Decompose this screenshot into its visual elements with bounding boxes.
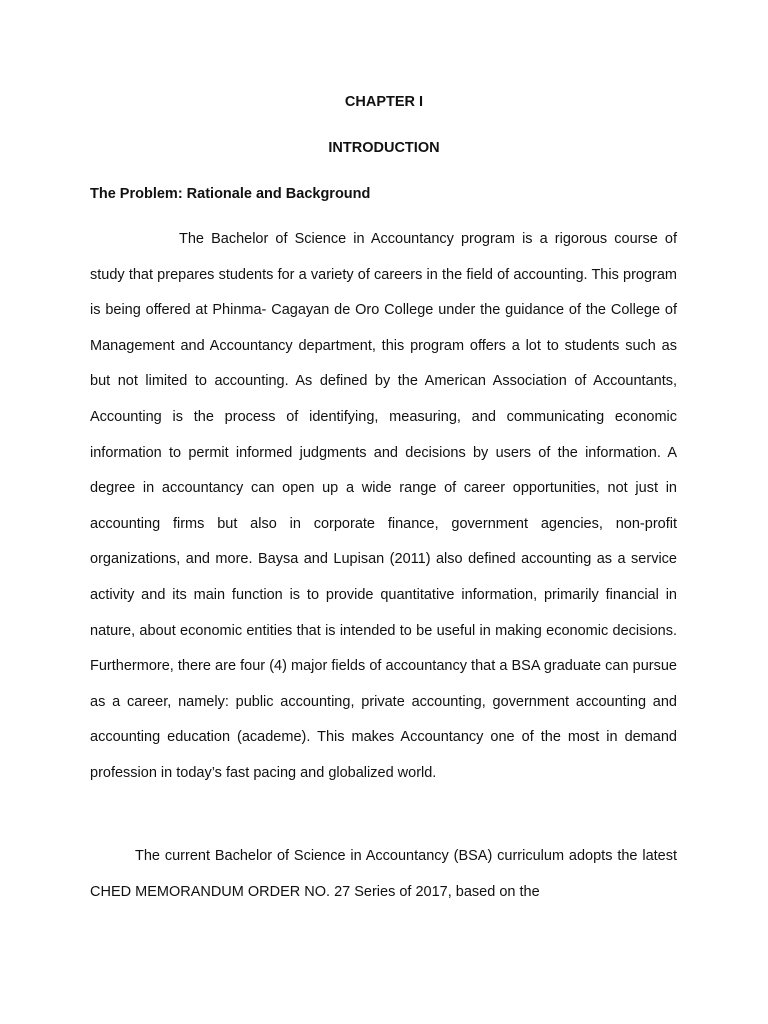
chapter-heading: CHAPTER I: [344, 94, 424, 110]
chapter-title: INTRODUCTION: [328, 140, 440, 156]
body-paragraph: The current Bachelor of Science in Accountancy (BSA) curriculum adopts the latest CHED MEMORANDUM ORDER NO. 27 Series of 2017, based on the: [90, 848, 677, 900]
section-heading: The Problem: Rationale and Background: [90, 186, 371, 202]
body-paragraph: The Bachelor of Science in Accountancy program is a rigorous course of study that prepares students for a variety of careers in the field of accounting. This program is being offered at Phinma- Cagayan de Oro College under the guidance of the College of Management and Accountancy department, this program offers a lot to students such as but not limited to accounting. As defined by the American Association of Accountants, Accounting is the process of identifying, measuring, and communicating economic information to permit informed judgments and decisions by users of the information. A degree in accountancy can open up a wide range of career opportunities, not just in accounting firms but also in corporate finance, government agencies, non-profit organizations, and more. Baysa and Lupisan (2011) also defined accounting as a service activity and its main function is to provide quantitative information, primarily financial in nature, about economic entities that is intended to be useful in making economic decisions. Furthermore, there are four (4) major fields of accountancy that a BSA graduate can pursue as a career, namely: public accounting, private accounting, government accounting and accounting education (academe). This makes Accountancy one of the most in demand profession in today’s fast pacing and globalized world.: [90, 231, 677, 781]
